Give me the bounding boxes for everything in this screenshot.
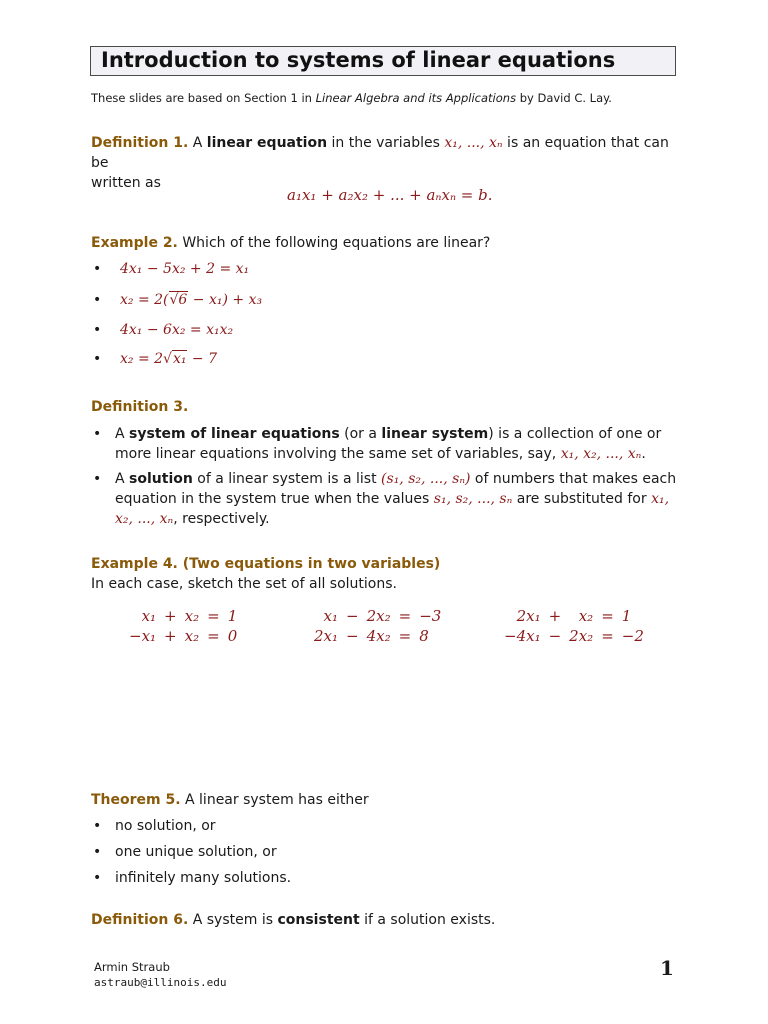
term: x₁ [141,607,157,625]
definition-3-item-system [91,424,683,464]
operator: − [346,627,359,645]
example-2-item-2: x₂ = 2(√6 − x₁) + x₃ [120,292,263,308]
example-4 [91,554,440,594]
example-2-item-3: 4x₁ − 6x₂ = x₁x₂ [120,322,234,338]
system-3-row-1 [500,606,648,626]
page-number: 1 [660,956,674,980]
intro-line [91,91,612,105]
term: 2x₂ [569,627,594,645]
theorem-5-item: • infinitely many solutions. [91,868,683,888]
rhs: 8 [419,627,429,645]
term: x₂ [578,607,594,625]
definition-1-term: linear equation [206,135,328,151]
theorem-5 [91,790,369,810]
term: 2x₁ [516,607,541,625]
operator: + [164,627,177,645]
example-2-label: Example 2. [91,235,178,251]
math-vars: x₁, x₂, ..., xₙ [560,446,642,462]
text: A [115,426,130,442]
bullet: • [93,322,102,338]
system-3 [500,606,648,646]
system-3-row-2 [500,626,648,646]
theorem-5-label: Theorem 5. [91,792,181,808]
equals: = [398,627,412,645]
intro-book: Linear Algebra and its Applications [315,91,517,105]
system-2-row-2 [310,626,445,646]
definition-1-text: A [188,135,207,151]
definition-3-list [91,424,683,529]
system-1 [125,606,241,646]
theorem-5-list [91,816,683,888]
rhs: 1 [227,607,238,625]
definition-6-term: consistent [277,912,360,928]
term: 2x₁ [314,627,339,645]
equals: = [601,627,614,645]
math-s-values: s₁, s₂, ..., sₙ [433,491,513,507]
equals: = [207,627,220,645]
intro-prefix: These slides are based on Section 1 in [91,91,316,105]
equals: = [207,607,220,625]
definition-1 [91,133,683,193]
text: of a linear system is a list [192,471,382,487]
term-solution: solution [129,471,193,487]
system-2-row-1 [310,606,445,626]
theorem-5-text: A linear system has either [180,792,369,808]
system-1-row-1 [125,606,241,626]
operator: − [548,627,562,645]
text: (or a [339,426,382,442]
example-2 [91,233,490,253]
system-2 [310,606,445,646]
bullet: • [93,261,102,277]
term: 4x₂ [366,627,391,645]
operator: + [164,607,177,625]
text: ) is a collection of one or more linear equations involving the same set of variables, say, [115,426,662,462]
example-2-text: Which of the following equations are linear? [177,235,491,251]
footer-author: Armin Straub [94,960,170,974]
term-system-of-linear-equations: system of linear equations [129,426,340,442]
math-solution-list: (s₁, s₂, ..., sₙ) [381,471,471,487]
definition-3-item-solution [91,469,683,529]
system-1-row-2 [125,626,241,646]
rhs: −3 [419,607,442,625]
term: x₂ [184,607,200,625]
definition-3-label [91,397,188,417]
definition-6 [91,910,495,930]
text: are substituted for [512,491,652,507]
definition-1-text-3: is an equation that can be [91,135,669,171]
term: x₁ [323,607,339,625]
bullet: • [93,292,102,308]
intro-suffix: by David C. Lay. [516,91,612,105]
definition-3-label-text: Definition 3. [91,399,189,415]
definition-1-text-4: written as [91,175,161,191]
example-4-label: Example 4. (Two equations in two variables) [91,556,441,572]
text: . [641,446,646,462]
example-2-item-1: 4x₁ − 5x₂ + 2 = x₁ [120,261,250,277]
term: −4x₁ [504,627,541,645]
definition-6-text-2: if a solution exists. [359,912,496,928]
rhs: 1 [621,607,632,625]
text: , respectively. [173,511,270,527]
term: 2x₂ [366,607,391,625]
operator: − [346,607,359,625]
definition-6-text: A system is [188,912,278,928]
equals: = [601,607,614,625]
footer-email: astraub@illinois.edu [94,976,227,989]
math-x-values: x₁, x₂, ..., xₙ [115,491,670,527]
example-2-item-4: x₂ = 2√x₁ − 7 [120,351,218,367]
theorem-5-item: • no solution, or [91,816,683,836]
bullet: • [93,351,102,367]
definition-1-text-2: in the variables [327,135,445,151]
theorem-5-item: • one unique solution, or [91,842,683,862]
definition-1-formula: a₁x₁ + a₂x₂ + ... + aₙxₙ = b. [287,186,493,204]
rhs: −2 [621,627,644,645]
term-linear-system: linear system [381,426,489,442]
term: x₂ [184,627,200,645]
definition-1-label: Definition 1. [91,135,189,151]
definition-1-vars: x₁, ..., xₙ [444,135,503,151]
definition-6-label: Definition 6. [91,912,189,928]
operator: + [548,607,562,625]
text: A [115,471,130,487]
term: −x₁ [129,627,157,645]
rhs: 0 [227,627,238,645]
page-title: Introduction to systems of linear equations [90,46,676,76]
example-4-text: In each case, sketch the set of all solutions. [91,576,397,592]
text: of numbers that makes each equation in the system true when the values [115,471,677,507]
equals: = [398,607,412,625]
